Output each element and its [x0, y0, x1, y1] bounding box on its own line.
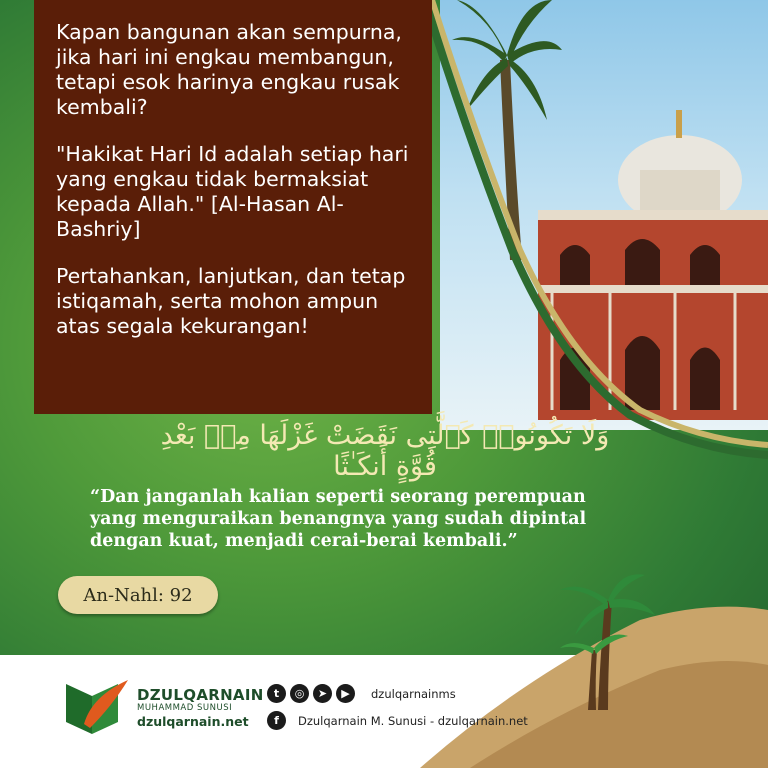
desert-dunes-image [0, 560, 768, 768]
telegram-icon[interactable]: ➤ [313, 684, 332, 703]
quote-box [34, 0, 432, 414]
monument-image [530, 110, 768, 420]
quote-paragraph-2: "Hakikat Hari Id adalah setiap hari yang engkau tidak bermaksiat kepada Allah." [Al-Hasan Al-Bashriy] [56, 142, 409, 241]
instagram-icon[interactable]: ◎ [290, 684, 309, 703]
youtube-icon[interactable]: ▶ [336, 684, 355, 703]
brand-name: DZULQARNAIN [137, 686, 264, 704]
facebook-row [267, 711, 528, 730]
social-handle[interactable]: dzulqarnainms [371, 686, 456, 701]
facebook-icon[interactable]: f [267, 711, 286, 730]
brand-logo-icon [62, 676, 132, 736]
arabic-verse: وَلَا تَكُونُوا۟ كَٱلَّتِى نَقَضَتْ غَزْلَهَا مِنۢ بَعْدِ قُوَّةٍ أَنكَـٰثًا [160, 420, 610, 482]
twitter-icon[interactable]: t [267, 684, 286, 703]
quote-paragraph-3: Pertahankan, lanjutkan, dan tetap istiqamah, serta mohon ampun atas segala kekurangan! [56, 264, 406, 338]
brand-url[interactable]: dzulqarnain.net [137, 714, 249, 729]
social-row [267, 684, 456, 703]
brand-block [137, 686, 264, 729]
verse-reference-badge: An-Nahl: 92 [58, 576, 218, 614]
facebook-text[interactable]: Dzulqarnain M. Sunusi - dzulqarnain.net [298, 713, 528, 728]
brand-subtitle: MUHAMMAD SUNUSI [137, 703, 233, 713]
quote-paragraph-1: Kapan bangunan akan sempurna, jika hari ini engkau membangun, tetapi esok harinya engkau rusak kembali? [56, 20, 402, 119]
verse-translation: “Dan janganlah kalian seperti seorang perempuan yang menguraikan benangnya yang sudah dipintal dengan kuat, menjadi cerai-berai kembali.” [90, 487, 587, 551]
